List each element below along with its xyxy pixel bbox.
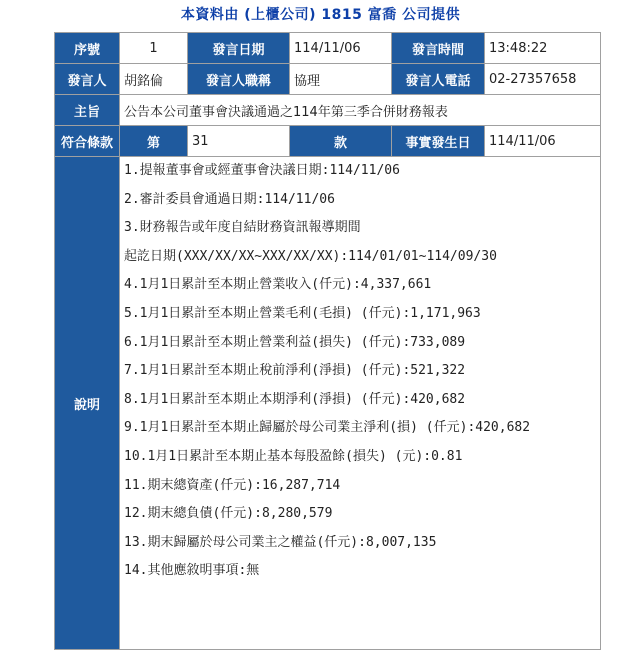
description-label: 說明	[55, 157, 120, 650]
row-description	[55, 157, 601, 650]
page-title: 本資料由 (上櫃公司) 1815 富喬 公司提供	[180, 7, 461, 23]
speaker-title-value: 協理	[290, 64, 392, 95]
phone-value: 02-27357658	[485, 64, 601, 95]
description-line: 6.1月1日累計至本期止營業利益(損失) (仟元):733,089	[124, 334, 466, 350]
speaker-title-label: 發言人職稱	[188, 64, 290, 95]
description-line: 11.期末總資產(仟元):16,287,714	[124, 477, 341, 493]
row-speaker	[55, 64, 601, 95]
event-date-value: 114/11/06	[485, 126, 601, 157]
clause-label: 符合條款	[55, 126, 120, 157]
description-line: 5.1月1日累計至本期止營業毛利(毛損) (仟元):1,171,963	[124, 305, 481, 321]
announcement-table	[54, 32, 601, 650]
description-line: 13.期末歸屬於母公司業主之權益(仟元):8,007,135	[124, 534, 437, 550]
subject-value: 公告本公司董事會決議通過之114年第三季合併財務報表	[120, 95, 601, 126]
event-date-label: 事實發生日	[392, 126, 485, 157]
description-line: 8.1月1日累計至本期止本期淨利(淨損) (仟元):420,682	[124, 391, 466, 407]
description-body	[120, 157, 601, 650]
description-line: 4.1月1日累計至本期止營業收入(仟元):4,337,661	[124, 277, 432, 293]
description-line: 12.期末總負債(仟元):8,280,579	[124, 506, 333, 522]
section-label: 款	[290, 126, 392, 157]
seq-value: 1	[120, 33, 188, 64]
phone-label: 發言人電話	[392, 64, 485, 95]
row-seq-date-time	[55, 33, 601, 64]
item-value: 31	[188, 126, 290, 157]
speaker-value: 胡銘倫	[120, 64, 188, 95]
description-line: 10.1月1日累計至本期止基本每股盈餘(損失) (元):0.81	[124, 448, 463, 464]
subject-label: 主旨	[55, 95, 120, 126]
row-subject	[55, 95, 601, 126]
time-value: 13:48:22	[485, 33, 601, 64]
speaker-label: 發言人	[55, 64, 120, 95]
description-line: 起訖日期(XXX/XX/XX~XXX/XX/XX):114/01/01~114/09/30	[124, 248, 497, 264]
seq-label: 序號	[55, 33, 120, 64]
row-clause	[55, 126, 601, 157]
date-value: 114/11/06	[290, 33, 392, 64]
description-line: 1.提報董事會或經董事會決議日期:114/11/06	[124, 163, 400, 178]
description-line: 14.其他應敘明事項:無	[124, 563, 260, 579]
time-label: 發言時間	[392, 33, 485, 64]
description-line: 9.1月1日累計至本期止歸屬於母公司業主淨利(損) (仟元):420,682	[124, 420, 531, 436]
description-line: 3.財務報告或年度自結財務資訊報導期間	[124, 220, 361, 236]
description-line: 2.審計委員會通過日期:114/11/06	[124, 191, 335, 207]
description-line: 7.1月1日累計至本期止稅前淨利(淨損) (仟元):521,322	[124, 363, 466, 379]
item-label: 第	[120, 126, 188, 157]
date-label: 發言日期	[188, 33, 290, 64]
